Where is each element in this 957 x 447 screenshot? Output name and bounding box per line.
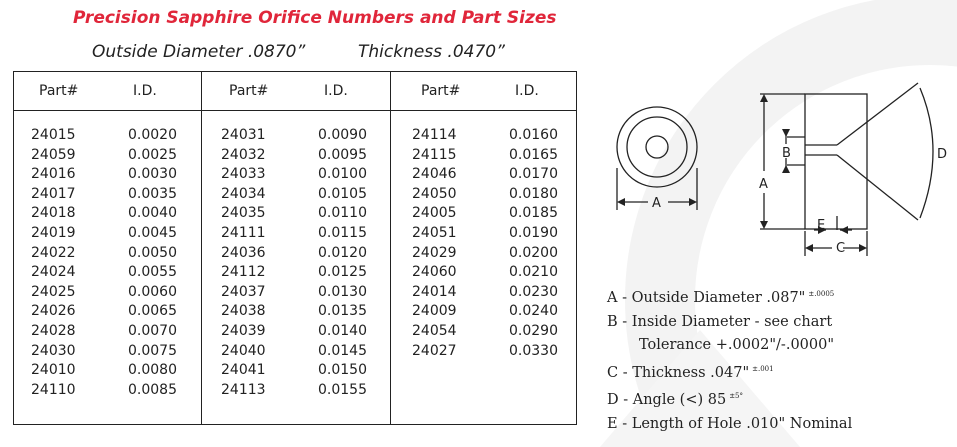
dimension-legend [607,283,852,436]
part-number: 24051 [412,224,457,241]
inside-diameter: 0.0070 [128,322,177,339]
inside-diameter: 0.0075 [128,342,177,359]
part-number: 24050 [412,185,457,202]
part-number: 24040 [221,342,266,359]
part-number: 24032 [221,146,266,163]
inside-diameter: 0.0065 [128,303,177,320]
inside-diameter: 0.0100 [318,166,367,183]
inside-diameter: 0.0020 [128,127,177,143]
header-part: Part# [229,83,269,99]
part-number: 24015 [31,127,76,143]
inside-diameter: 0.0050 [128,244,177,261]
inside-diameter: 0.0165 [509,146,558,163]
part-number: 24009 [412,303,457,320]
column-divider [390,71,391,425]
part-number: 24113 [221,381,266,398]
part-number: 24114 [412,127,457,143]
inside-diameter: 0.0160 [509,127,558,143]
inside-diameter: 0.0040 [128,205,177,222]
inside-diameter: 0.0110 [318,205,367,222]
inside-diameter: 0.0180 [509,185,558,202]
part-number: 24054 [412,322,457,339]
part-number: 24028 [31,322,76,339]
part-number: 24036 [221,244,266,261]
part-number: 24024 [31,264,76,281]
header-id: I.D. [324,83,348,99]
inside-diameter: 0.0090 [318,127,367,143]
part-size-table [13,71,577,425]
part-number: 24110 [31,381,76,398]
id-column-2 [318,126,367,400]
column-divider [201,71,202,425]
inside-diameter: 0.0330 [509,342,558,359]
header-id: I.D. [515,83,539,99]
inside-diameter: 0.0030 [128,166,177,183]
inside-diameter: 0.0145 [318,342,367,359]
id-column-1 [128,126,177,400]
header-part: Part# [421,83,461,99]
label-e: E [817,218,826,233]
inside-diameter: 0.0130 [318,283,367,300]
part-number: 24046 [412,166,457,183]
part-number: 24039 [221,322,266,339]
part-number: 24017 [31,185,76,202]
part-number: 24010 [31,362,76,379]
inside-diameter: 0.0105 [318,185,367,202]
thickness-label: Thickness .0470” [358,42,505,62]
part-column-2 [221,126,266,400]
inside-diameter: 0.0210 [509,264,558,281]
part-number: 24029 [412,244,457,261]
legend-d: D - Angle (<) 85 $^{\pm 5^\circ}$ [607,392,744,408]
inside-diameter: 0.0185 [509,205,558,222]
inside-diameter: 0.0120 [318,244,367,261]
label-a: A [652,196,661,211]
part-number: 24018 [31,205,76,222]
inside-diameter: 0.0155 [318,381,367,398]
legend-a: A - Outside Diameter .087" $^{\pm.0005}$ [607,290,835,306]
part-number: 24111 [221,224,266,241]
inside-diameter: 0.0190 [509,224,558,241]
legend-e: E - Length of Hole .010" Nominal [607,415,853,432]
part-number: 24041 [221,362,266,379]
inside-diameter: 0.0035 [128,185,177,202]
inside-diameter: 0.0200 [509,244,558,261]
inside-diameter: 0.0135 [318,303,367,320]
orifice-diagram [600,78,957,268]
part-number: 24034 [221,185,266,202]
label-d: D [937,147,948,162]
inside-diameter: 0.0150 [318,362,367,379]
id-column-3 [509,126,558,361]
orifice-hole [646,136,668,158]
outer-circle [617,107,697,187]
label-c: C [836,241,846,256]
outside-diameter-label: Outside Diameter .0870” [92,42,306,62]
label-b: B [782,146,791,161]
label-a-vertical: A [759,177,768,192]
part-number: 24035 [221,205,266,222]
inside-diameter: 0.0080 [128,362,177,379]
table-header-divider [13,110,577,111]
inside-diameter: 0.0055 [128,264,177,281]
part-number: 24112 [221,264,266,281]
part-column-1 [31,126,76,400]
inside-diameter: 0.0095 [318,146,367,163]
page-title: Precision Sapphire Orifice Numbers and Part Sizes [73,8,557,28]
inside-diameter: 0.0115 [318,224,367,241]
part-number: 24115 [412,146,457,163]
part-number: 24026 [31,303,76,320]
part-number: 24060 [412,264,457,281]
part-number: 24016 [31,166,76,183]
part-number: 24014 [412,283,457,300]
part-number: 24005 [412,205,457,222]
part-number: 24022 [31,244,76,261]
inside-diameter: 0.0240 [509,303,558,320]
inside-diameter: 0.0045 [128,224,177,241]
header-id: I.D. [133,83,157,99]
inside-diameter: 0.0290 [509,322,558,339]
legend-c: C - Thickness .047" $^{\pm.001}$ [607,364,774,381]
inside-diameter: 0.0170 [509,166,558,183]
part-number: 24037 [221,283,266,300]
inside-diameter: 0.0140 [318,322,367,339]
part-number: 24027 [412,342,457,359]
part-number: 24025 [31,283,76,300]
part-column-3 [412,126,457,361]
legend-b: B - Inside Diameter - see chart [607,313,833,330]
inside-diameter: 0.0025 [128,146,177,163]
part-number: 24019 [31,224,76,241]
inside-diameter: 0.0085 [128,381,177,398]
part-number: 24059 [31,146,76,163]
legend-b-tolerance: Tolerance +.0002"/-.0000" [639,337,835,353]
part-number: 24033 [221,166,266,183]
part-number: 24031 [221,127,266,143]
inside-diameter: 0.0230 [509,283,558,300]
part-number: 24030 [31,342,76,359]
inside-diameter: 0.0060 [128,283,177,300]
header-part: Part# [39,83,79,99]
inside-diameter: 0.0125 [318,264,367,281]
part-number: 24038 [221,303,266,320]
